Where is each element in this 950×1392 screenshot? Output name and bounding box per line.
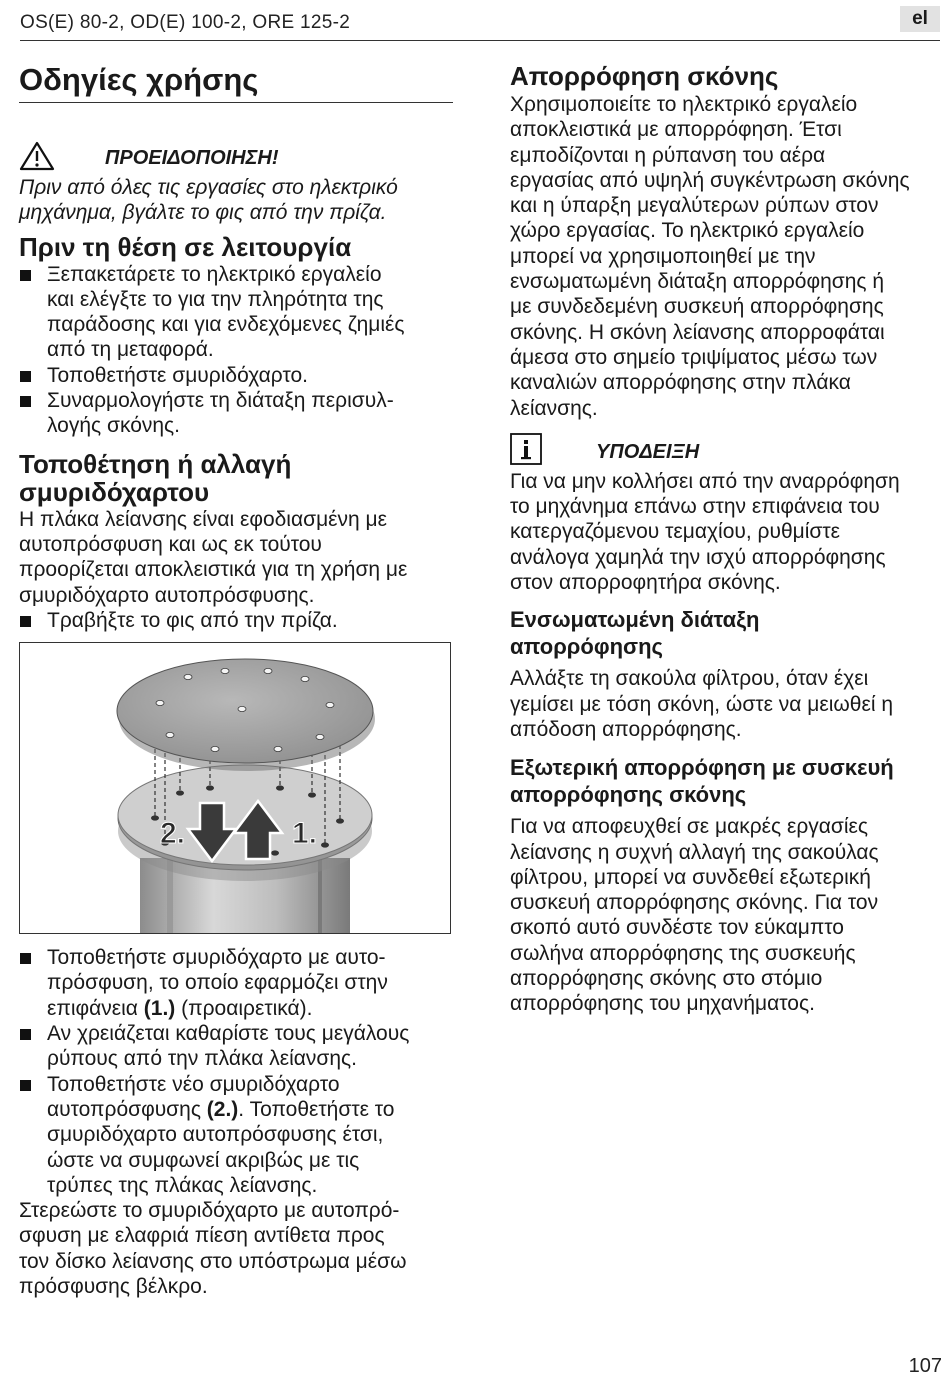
heading-line: απορρόφησης σκόνης [510,782,747,808]
section-heading-integrated-extraction [510,606,942,660]
text-line: φίλτρου, μπορεί να συνδεθεί εξωτερική [510,865,871,889]
list-item-line: λογής σκόνης. [47,414,181,438]
sandpaper-outro [19,1198,453,1299]
text-line: και η ύπαρξη μεγαλύτερων ρύπων στον [510,194,879,218]
text-line: προορίζεται αποκλειστικά για τη χρήση με [19,558,408,582]
note-label: ΥΠΟΔΕΙΞΗ [596,440,700,463]
list-item [19,262,453,363]
text-line: Για να αποφευχθεί σε μακρές εργασίες [510,815,869,839]
text-line: αυτοπρόσφυση και ως εκ τούτου [19,532,322,556]
right-column [510,56,942,1017]
text-line: λείανσης. [510,396,598,420]
heading-line: Τοποθέτηση ή αλλαγή [19,448,292,479]
figure-label-2: 2. [160,817,186,851]
list-item-line: πρόσφυση, το οποίο εφαρμόζει στην [47,971,388,995]
list-item [19,363,453,388]
text-line: Αλλάξτε τη σακούλα φίλτρου, όταν έχει [510,667,869,691]
section-heading-dust-extraction: Απορρόφηση σκόνης [510,61,779,91]
text-line: σκόνης. Η σκόνη λείανσης απορροφάται [510,320,885,344]
text-line: απορρόφησης σκόνης στο στόμιο [510,967,823,991]
text-line: γεμίσει με τόση σκόνη, ώστε να μειωθεί η [510,692,893,716]
sanding-pad-illustration [20,643,450,933]
section-heading-before-use: Πριν τη θέση σε λειτουργία [19,231,352,262]
language-badge: el [900,6,940,32]
text-line: Χρησιμοποιείτε το ηλεκτρικό εργαλείο [510,93,858,116]
text-line: Στερεώστε το σμυριδόχαρτο με αυτοπρό- [19,1199,400,1223]
list-item-line: τρύπες της πλάκας λείανσης. [47,1173,318,1197]
text-line: τον δίσκο λείανσης στο υπόστρωμα μέσω [19,1249,407,1273]
external-extraction-text [510,814,942,1016]
text-line: σφυση με ελαφριά πίεση αντίθετα προς [19,1224,385,1248]
list-item-line: ώστε να συμφωνεί ακριβώς με τις [47,1148,360,1172]
heading-line: σμυριδόχαρτου [19,476,210,507]
text-line: ενσωματωμένη διάταξη απορρόφησης ή [510,270,885,294]
text-line: μπορεί να χρησιμοποιηθεί με την [510,244,816,268]
sandpaper-intro [19,507,453,608]
warning-line-2: μηχάνημα, βγάλτε το φις από την πρίζα. [19,201,387,225]
text-line: καναλιών απορρόφησης στην πλάκα [510,371,851,395]
list-item-line: από τη μεταφορά. [47,338,214,362]
text-line: χώρο εργασίας. Το ηλεκτρικό εργαλείο [510,219,865,243]
heading-line: Εξωτερική απορρόφηση με συσκευή [510,755,894,781]
heading-line: Ενσωματωμένη διάταξη [510,607,760,633]
list-item-line: . Τοποθετήστε το [238,1097,395,1121]
integrated-extraction-text [510,666,942,742]
list-item-line: επιφάνεια [47,996,144,1020]
section-heading-external-extraction [510,754,942,808]
list-item [19,1072,453,1198]
text-line: άμεσα στο σημείο τριψίματος μέσω των [510,345,878,369]
text-line: το μηχάνημα επάνω στην επιφάνεια του [510,495,880,519]
list-item-line: Ξεπακετάρετε το ηλεκτρικό εργαλείο [47,262,382,286]
list-item-line: Τραβήξτε το φις από την πρίζα. [47,608,338,632]
note-text [510,469,942,595]
text-line: απορρόφησης του μηχανήματος. [510,992,815,1016]
warning-triangle-icon [19,141,55,176]
list-item-line: Τοποθετήστε νέο σμυριδόχαρτο [47,1072,340,1096]
list-item-line: (προαιρετικά). [175,996,313,1020]
running-header-title: OS(E) 80-2, OD(E) 100-2, ORE 125-2 [20,12,351,33]
warning-label: ΠΡΟΕΙΔΟΠΟΙΗΣΗ! [105,147,279,169]
text-line: συσκευή απορρόφησης σκόνης. Για τον [510,891,879,915]
text-line: κατεργαζόμενου τεμαχίου, ρυθμίστε [510,520,841,544]
section-heading-sandpaper [19,450,453,506]
step-reference-2: (2.) [206,1097,239,1121]
text-line: σκοπό αυτό συνδέστε τον εύκαμπτο [510,916,844,940]
text-line: στον απορροφητήρα σκόνης. [510,571,781,595]
sandpaper-steps-list [19,945,453,1198]
heading-line: απορρόφησης [510,634,663,660]
note-callout [510,427,942,471]
page-title: Οδηγίες χρήσης [19,60,453,103]
list-item-line: Αν χρειάζεται καθαρίστε τους μεγάλους [47,1022,410,1046]
page-number: 107 [908,1355,942,1377]
left-column [19,56,453,1299]
text-line: πρόσφυσης βέλκρο. [19,1275,208,1299]
before-use-list [19,262,453,439]
list-item [19,388,453,439]
warning-callout [19,133,453,177]
header-rule [20,40,940,41]
list-item [19,608,453,633]
text-line: με συνδεδεμένη συσκευή απορρόφησης [510,295,884,319]
list-item-line: σμυριδόχαρτο αυτοπρόσφυσης έτσι, [47,1123,384,1147]
list-item-line: και ελέγξτε το για την πληρότητα της [47,287,384,311]
text-line: εργασίας από υψηλή συγκέντρωση σκόνης [510,168,910,192]
list-item-line: ρύπους από την πλάκα λείανσης. [47,1047,357,1071]
list-item-line: Τοποθετήστε σμυριδόχαρτο με αυτο- [47,946,386,970]
list-item-line: αυτοπρόσφυσης [47,1097,207,1121]
sanding-pad-figure [19,642,451,934]
figure-label-1: 1. [292,817,318,851]
list-item-line: Συναρμολογήστε τη διάταξη περισυλ- [47,389,394,413]
list-item-line: Τοποθετήστε σμυριδόχαρτο. [47,363,308,387]
text-line: Η πλάκα λείανσης είναι εφοδιασμένη με [19,507,388,531]
text-line: σμυριδόχαρτο αυτοπρόσφυσης. [19,583,315,607]
info-icon [510,433,542,470]
dust-extraction-text [510,92,942,421]
list-item [19,1021,453,1072]
text-line: λείανσης η συχνή αλλαγή της σακούλας [510,840,879,864]
text-line: απόδοση απορρόφησης. [510,717,742,741]
text-line: σωλήνα απορρόφησης της συσκευής [510,941,856,965]
step-reference-1: (1.) [143,996,176,1020]
text-line: εμποδίζονται η ρύπανση του αέρα [510,143,826,167]
list-item-line: παράδοσης και για ενδεχόμενες ζημιές [47,313,405,337]
text-line: αποκλειστικά με απορρόφηση. Έτσι [510,118,842,142]
text-line: ανάλογα χαμηλά την ισχύ απορρόφησης [510,545,886,569]
text-line: Για να μην κολλήσει από την αναρρόφηση [510,469,900,493]
warning-line-1: Πριν από όλες τις εργασίες στο ηλεκτρικό [19,176,398,199]
unplug-list [19,608,453,633]
list-item [19,945,453,1021]
